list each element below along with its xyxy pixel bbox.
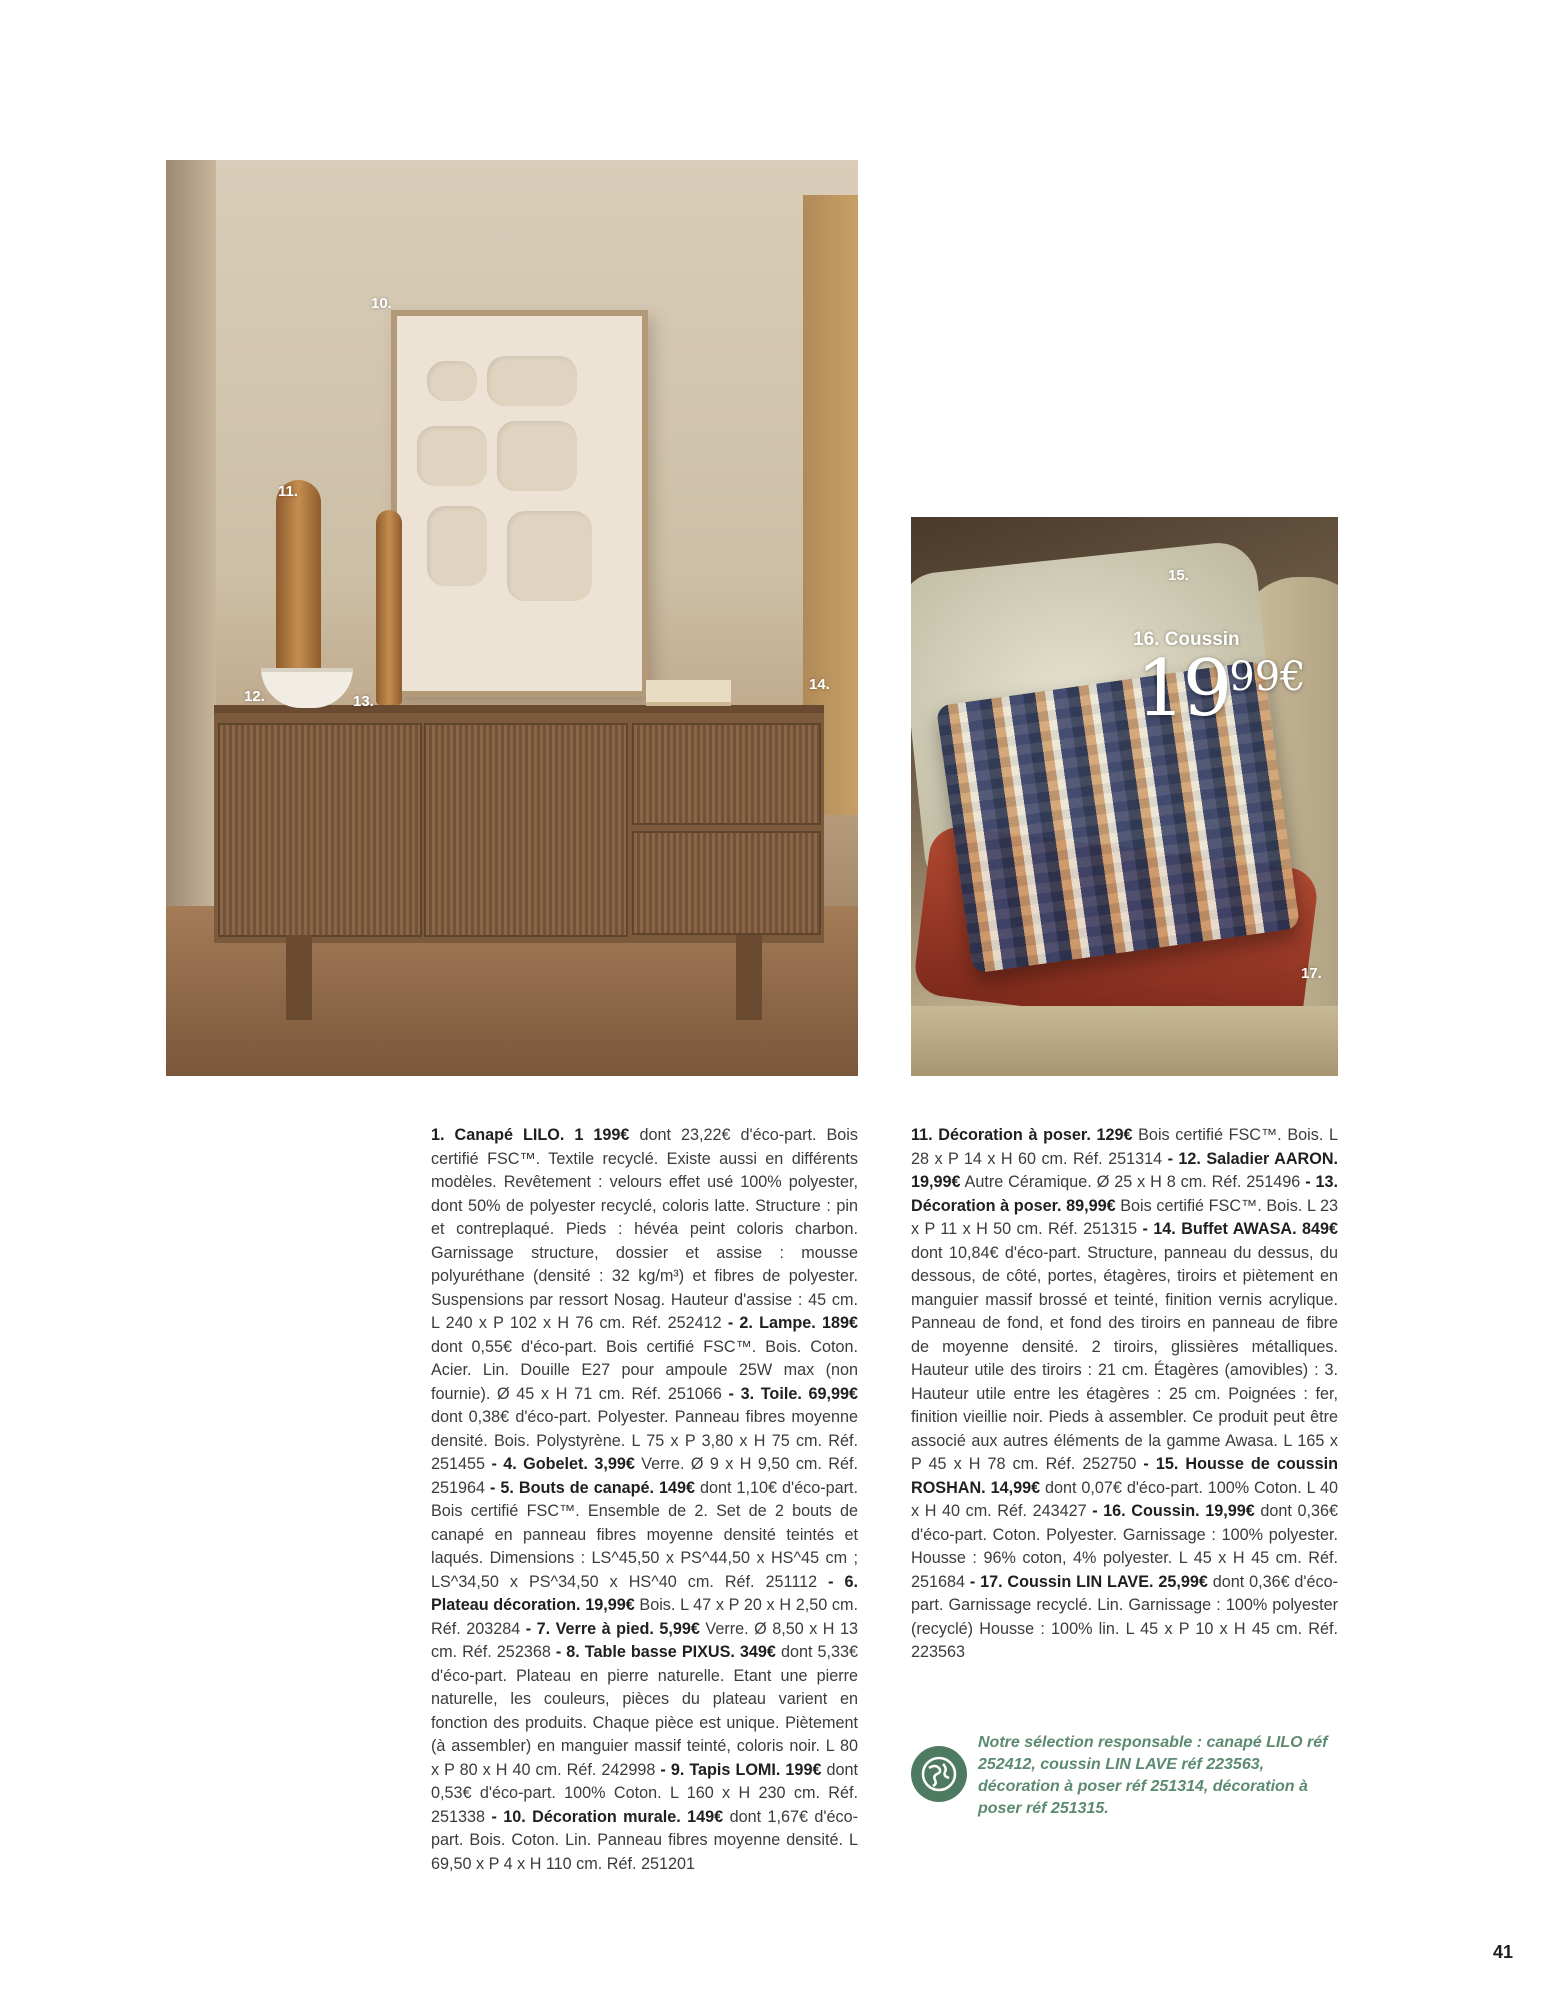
product-name-price: - 5. Bouts de canapé. 149€	[490, 1478, 695, 1497]
price-tag	[1136, 644, 1306, 734]
product-name-price: - 8. Table basse PIXUS. 349€	[555, 1643, 776, 1661]
globe-leaf-icon	[911, 1746, 967, 1802]
price-decimals: 99€	[1229, 654, 1306, 700]
product-details: dont 23,22€ d'éco-part. Bois certifié FSC™. Textile recyclé. Existe aussi en différents modèles. Revêtement : velours effet usé 100% polyester, dont 50% de polyester recyclé, coloris latte. Structure : pin et contreplaqué. Pieds : hévéa peint coloris charbon. Garnissage structure, dossier et assise : mousse polyuréthane (densité : 32 kg/m³) et fibres de polyester. Suspensions par ressort Nosag. Hauteur d'assise : 45 cm. L 240 x P 102 x H 76 cm. Réf. 252412	[431, 1126, 858, 1332]
buffet	[214, 705, 824, 943]
product-details: Verre. Ø 9 x H 9,50 cm. Réf. 251964	[431, 1455, 858, 1497]
product-name-price: - 6. Plateau décoration. 19,99€	[431, 1572, 858, 1614]
responsible-selection-note: Notre sélection responsable : canapé LILO réf 252412, coussin LIN LAVE réf 223563, décoration à poser réf 251314, décoration à poser réf 251315.	[978, 1734, 1328, 1817]
product-details: dont 0,38€ d'éco-part. Polyester. Panneau fibres moyenne densité. Bois. Polystyrène. L 75 x P 3,80 x H 75 cm. Réf. 251455	[431, 1408, 858, 1473]
product-details: Autre Céramique. Ø 25 x H 8 cm. Réf. 251496	[960, 1173, 1306, 1191]
product-details: dont 0,55€ d'éco-part. Bois certifié FSC™. Bois. Coton. Acier. Lin. Douille E27 pour ampoule 25W max (non fournie). Ø 45 x H 71 cm. Réf. 251066	[431, 1337, 858, 1403]
product-details: Bois certifié FSC™. Bois. L 23 x P 11 x H 50 cm. Réf. 251315	[911, 1196, 1338, 1238]
product-details: dont 0,07€ d'éco-part. 100% Coton. L 40 x H 40 cm. Réf. 243427	[911, 1478, 1338, 1520]
product-name-price: - 3. Toile. 69,99€	[728, 1384, 858, 1403]
product-number-label: 12.	[244, 688, 265, 705]
page-number: 41	[1492, 1942, 1513, 1962]
product-number-label: 10.	[371, 295, 392, 312]
product-name-price: - 4. Gobelet. 3,99€	[491, 1455, 635, 1473]
product-name-price: - 2. Lampe. 189€	[727, 1314, 858, 1332]
product-details: Verre. Ø 8,50 x H 13 cm. Réf. 252368	[431, 1619, 859, 1661]
product-details: dont 0,36€ d'éco-part. Garnissage recyclé. Lin. Garnissage : 100% polyester (recyclé) Housse : 100% lin. L 45 x P 10 x H 45 cm. Réf. 223563	[911, 1572, 1338, 1661]
product-name-price: - 9. Tapis LOMI. 199€	[660, 1760, 822, 1779]
product-number-label: 11.	[278, 483, 299, 500]
cushions-photo	[911, 517, 1338, 1076]
product-name-price: 1. Canapé LILO. 1 199€	[431, 1126, 630, 1144]
bowl	[261, 668, 353, 708]
product-details: dont 1,10€ d'éco-part. Bois certifié FSC™. Ensemble de 2. Set de 2 bouts de canapé en panneau fibres moyenne densité teintés et laqués. Dimensions : LS^45,50 x PS^44,50 x HS^45 cm ; LS^34,50 x PS^34,50 x HS^40 cm. Réf. 251112	[431, 1478, 859, 1591]
product-name-price: 11. Décoration à poser. 129€	[911, 1126, 1133, 1144]
product-details: Bois certifié FSC™. Bois. L 28 x P 14 x H 60 cm. Réf. 251314	[911, 1126, 1338, 1168]
product-details: dont 10,84€ d'éco-part. Structure, panneau du dessus, du dessous, de côté, portes, étagères, tiroirs et piètement en manguier massif brossé et teinté, finition vernis acrylique. Panneau de fond, et fond des tiroirs en panneau de fibre de moyenne densité. 2 tiroirs, glissières métalliques. Hauteur utile des tiroirs : 21 cm. Étagères (amovibles) : 3. Hauteur utile entre les étagères : 25 cm. Poignées : fer, finition vieillie noir. Pieds à assembler. Ce produit peut être associé aux autres éléments de la gamme Awasa. L 165 x P 45 x H 78 cm. Réf. 252750	[911, 1243, 1338, 1473]
product-number-label: 17.	[1301, 965, 1322, 982]
product-name-price: - 13. Décoration à poser. 89,99€	[911, 1173, 1338, 1215]
product-name-price: - 12. Saladier AARON. 19,99€	[911, 1149, 1339, 1191]
product-name-price: - 15. Housse de coussin ROSHAN. 14,99€	[911, 1455, 1338, 1497]
product-details: dont 0,53€ d'éco-part. 100% Coton. L 160 x H 230 cm. Réf. 251338	[431, 1760, 858, 1826]
product-number-label: 15.	[1168, 567, 1189, 584]
living-room-photo	[166, 160, 858, 1076]
product-name-price: - 14. Buffet AWASA. 849€	[1142, 1220, 1338, 1238]
product-number-label: 13.	[353, 693, 374, 710]
product-details: dont 5,33€ d'éco-part. Plateau en pierre naturelle. Etant une pierre naturelle, les couleurs, pièces du plateau varient en fonction des produits. Chaque pièce est unique. Piètement (à assembler) en manguier massif teinté, coloris noir. L 80 x P 80 x H 40 cm. Réf. 242998	[431, 1643, 858, 1779]
product-description-left	[431, 1124, 858, 1876]
price-caption: 16. Coussin	[1133, 629, 1240, 650]
product-number-label: 14.	[809, 676, 830, 693]
books	[646, 680, 731, 706]
product-details: Bois. L 47 x P 20 x H 2,50 cm. Réf. 203284	[431, 1596, 858, 1638]
product-description-right	[911, 1124, 1338, 1665]
product-name-price: - 17. Coussin LIN LAVE. 25,99€	[969, 1572, 1208, 1591]
product-name-price: - 10. Décoration murale. 149€	[491, 1807, 724, 1826]
price-integer: 19	[1136, 644, 1230, 734]
product-name-price: - 7. Verre à pied. 5,99€	[525, 1619, 700, 1638]
product-details: dont 1,67€ d'éco-part. Bois. Coton. Lin. Panneau fibres moyenne densité. L 69,50 x P 4 x H 110 cm. Réf. 251201	[431, 1807, 859, 1873]
wall-art-frame	[391, 310, 648, 697]
product-details: dont 0,36€ d'éco-part. Coton. Polyester. Garnissage : 100% polyester. Housse : 96% coton, 4% polyester. L 45 x H 45 cm. Réf. 251684	[911, 1502, 1338, 1591]
product-name-price: - 16. Coussin. 19,99€	[1092, 1502, 1255, 1520]
